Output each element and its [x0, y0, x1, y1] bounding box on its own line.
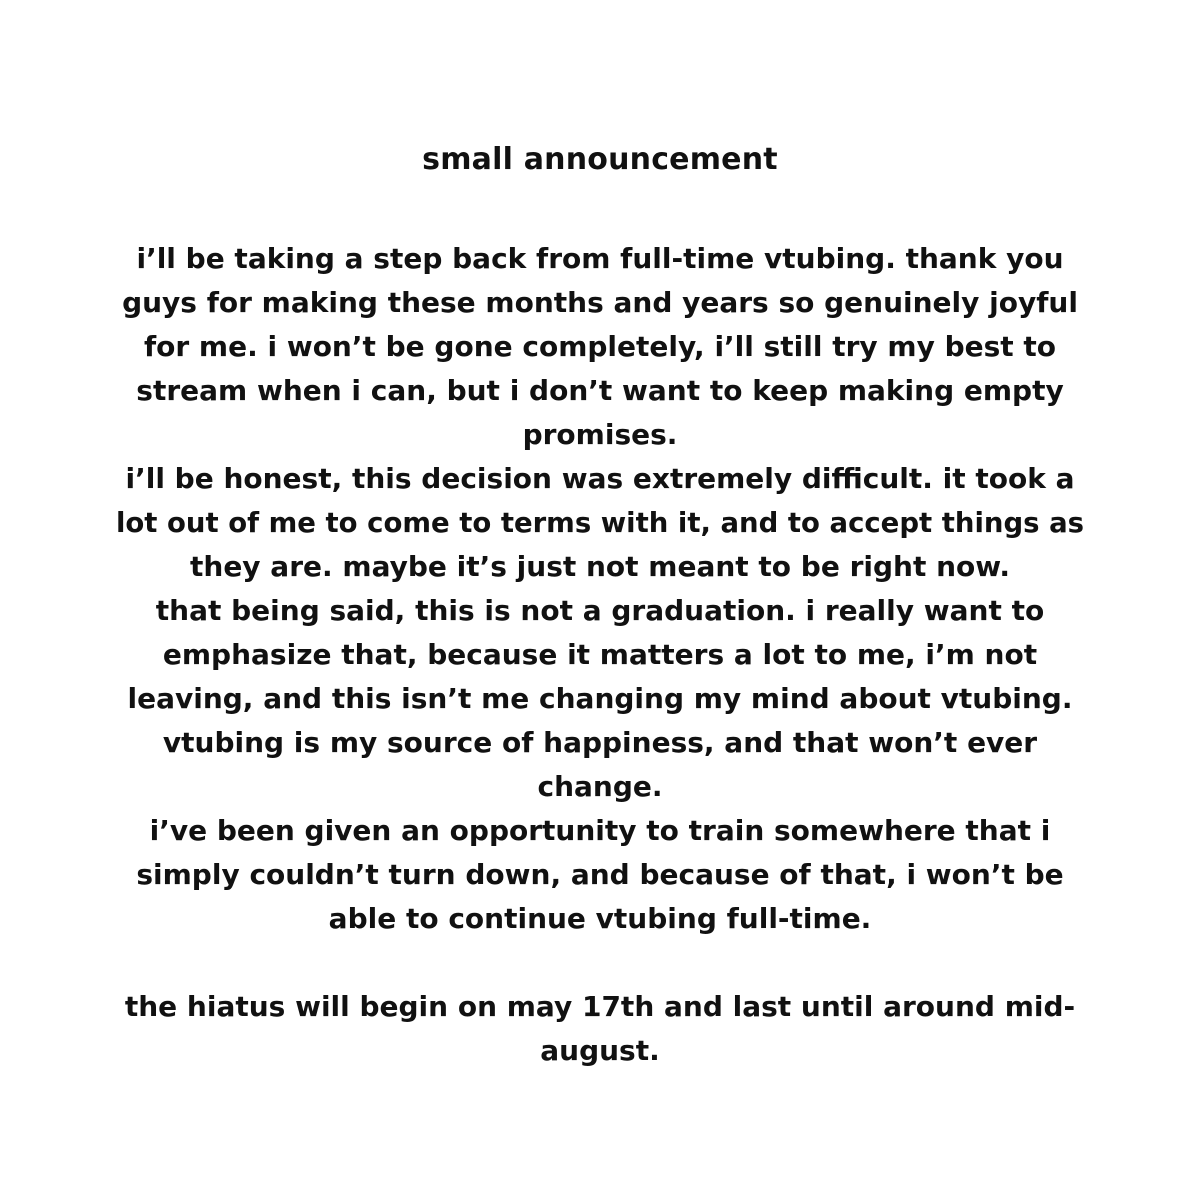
body-line: promises.	[522, 418, 678, 451]
body-line: able to continue vtubing full-time.	[328, 902, 872, 935]
body-line: vtubing is my source of happiness, and that won’t ever	[162, 726, 1038, 759]
body-line: leaving, and this isn’t me changing my mind about vtubing.	[127, 682, 1073, 715]
page-title: small announcement	[422, 142, 778, 177]
body-line: guys for making these months and years so genuinely joyful	[122, 286, 1078, 319]
body-line: that being said, this is not a graduation. i really want to	[155, 594, 1045, 627]
body-line: stream when i can, but i don’t want to keep making empty	[136, 374, 1064, 407]
body-line: the hiatus will begin on may 17th and last until around mid-	[124, 990, 1076, 1023]
announcement-body	[110, 237, 1090, 1073]
paragraph-spacer	[110, 941, 1090, 985]
body-line: august.	[540, 1034, 660, 1067]
body-line: i’ll be honest, this decision was extremely difficult. it took a	[125, 462, 1075, 495]
body-line: they are. maybe it’s just not meant to be right now.	[190, 550, 1010, 583]
body-line: for me. i won’t be gone completely, i’ll still try my best to	[143, 330, 1057, 363]
body-line: lot out of me to come to terms with it, and to accept things as	[115, 507, 1085, 539]
body-line: change.	[537, 770, 663, 803]
body-line: i’ll be taking a step back from full-time vtubing. thank you	[136, 242, 1064, 275]
body-line: emphasize that, because it matters a lot to me, i’m not	[162, 638, 1038, 671]
body-line: i’ve been given an opportunity to train somewhere that i	[149, 814, 1051, 847]
body-line: simply couldn’t turn down, and because of that, i won’t be	[136, 858, 1064, 891]
